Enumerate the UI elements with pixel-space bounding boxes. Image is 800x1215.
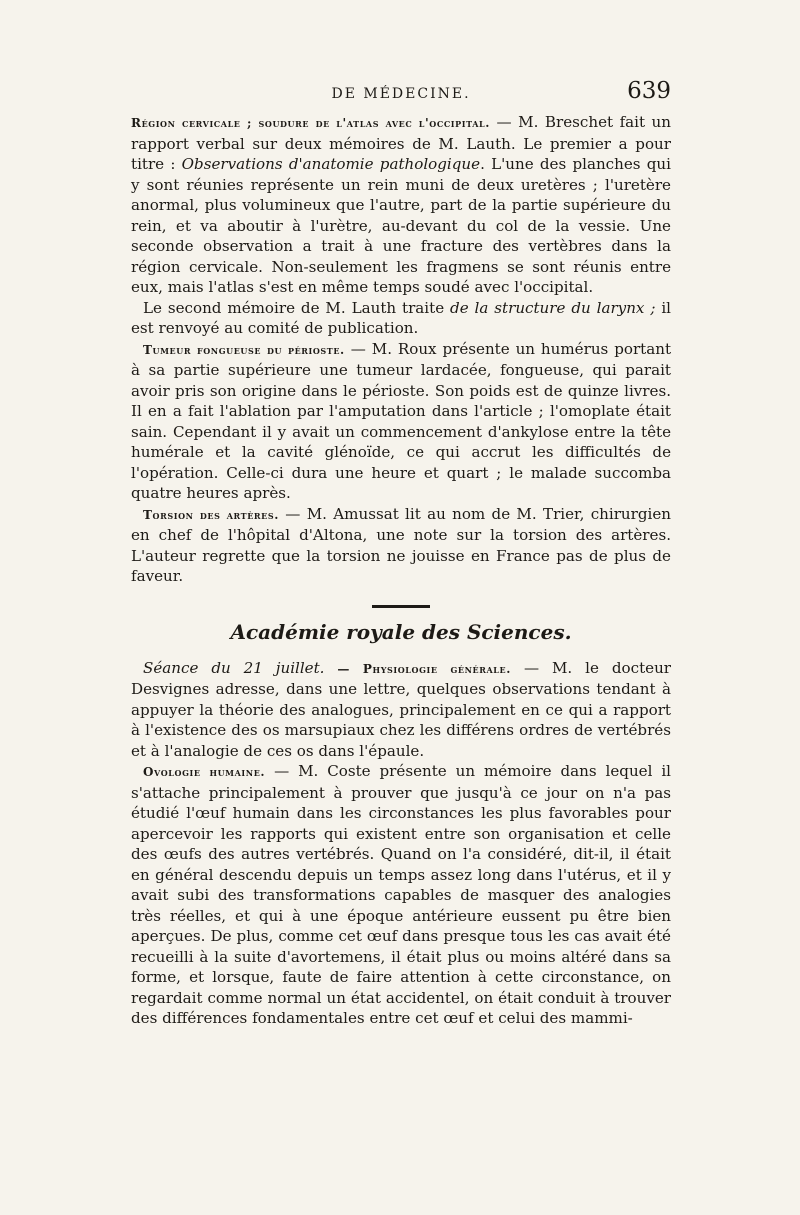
work-title: Observations d'anatomie pathologique xyxy=(181,155,481,173)
paragraph-torsion-arteres xyxy=(131,504,671,587)
page-header xyxy=(131,78,671,112)
page-number: 639 xyxy=(627,78,671,104)
paragraph-lauth-larynx xyxy=(131,298,671,339)
section-label: Tumeur fongueuse du périoste. xyxy=(143,342,345,357)
section-heading: Académie royale des Sciences. xyxy=(230,619,572,644)
section-label: — Physiologie générale. xyxy=(324,661,511,676)
paragraph-text: — M. Roux présente un humérus portant à sa partie supérieure une tumeur lardacée, fongueuse, qui parait avoir pris son origine dans le périoste. Son poids est de quinze livres. Il en a fait l'ablation par l'amputation dans l'article ; l'omoplate était sain. Cependant il y avait un commencement d'ankylose entre la tête humérale et la cavité glénoïde, ce qui accrut les difficultés de l'opération. Celle-ci dura une heure et quart ; le malade succomba quatre heures après. xyxy=(131,339,672,502)
paragraph-text: — M. Breschet fait un rapport verbal sur deux mémoires de M. Lauth. Le premier a pour titre : xyxy=(131,113,671,173)
paragraph-ovologie-humaine xyxy=(131,761,671,1029)
paragraph-text: . L'une des planches qui y sont réunies représente un rein muni de deux uretères ; l'uretère anormal, plus volumineux que l'autre, part de la partie supérieure du rein, et va aboutir à l'urètre, au-devant du col de la vessie. Une seconde observation a trait à une fracture des vertèbres dans la région cervicale. Non-seulement les fragmens se sont réunis entre eux, mais l'atlas s'est en même temps soudé avec l'occipital. xyxy=(131,155,671,296)
paragraph-text: — M. Amussat lit au nom de M. Trier, chirurgien en chef de l'hôpital d'Altona, une note sur la torsion des artères. L'auteur regrette que la torsion ne jouisse en France pas de plus de faveur. xyxy=(131,504,671,585)
paragraph-text: Le second mémoire de M. Lauth traite xyxy=(143,298,451,317)
section-label: Torsion des artères. xyxy=(143,507,279,522)
paragraph-text: — M. le docteur Desvignes adresse, dans une lettre, quelques observations tendant à appuyer la théorie des analogues, principalement en ce qui a rapport à l'existence des os marsupiaux chez les différens ordres de vertébrés et à l'analogie de ces os dans l'épaule. xyxy=(131,658,672,760)
paragraph-text: — M. Coste présente un mémoire dans lequel il s'attache principalement à prouver que jusqu'à ce jour on n'a pas étudié l'œuf humain dans les circonstances les plus favorables pour apercevoir les rapports qui existent entre son organisation et celle des œufs des autres vertébrés. Quand on l'a considéré, dit-il, il était en général descendu depuis un temps assez long dans l'utérus, et il y avait subi des transformations capables de masquer des analogies très réelles, et qui à une époque antérieure eussent pu être bien aperçues. De plus, comme cet œuf dans presque tous les cas avait été recueilli à la suite d'avortemens, il était plus ou moins altéré dans sa forme, et lorsque, faute de faire attention à cette circonstance, on regardait comme normal un état accidentel, on était conduit à trouver des différences fondamentales entre cet œuf et celui des mammi- xyxy=(131,762,671,1027)
section-divider xyxy=(372,605,430,608)
session-date: Séance du 21 juillet. xyxy=(143,658,325,677)
section-label: Ovologie humaine. xyxy=(143,765,266,779)
paragraph-region-cervicale xyxy=(131,112,671,298)
paragraph-physiologie-generale xyxy=(131,658,671,762)
paragraph-tumeur-fongueuse xyxy=(131,339,671,504)
section-label: Région cervicale ; soudure de l'atlas avec l'occipital. xyxy=(131,116,491,130)
paragraph-text: il est renvoyé au comité de publication. xyxy=(131,298,672,337)
running-title: DE MÉDECINE. xyxy=(331,86,471,102)
page xyxy=(131,78,671,1029)
work-title: de la structure du larynx ; xyxy=(450,298,656,317)
